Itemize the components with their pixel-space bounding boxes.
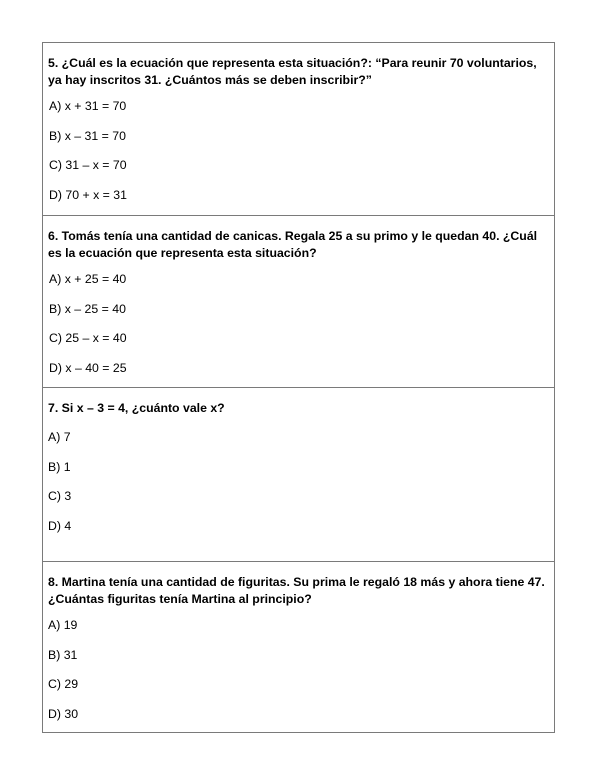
option-d[interactable]: D) 4 — [48, 518, 72, 533]
option-b[interactable]: B) x – 31 = 70 — [49, 128, 126, 143]
option-b[interactable]: B) x – 25 = 40 — [49, 301, 126, 316]
question-5 — [43, 43, 554, 216]
option-d[interactable]: D) 70 + x = 31 — [49, 187, 127, 202]
answer-options — [48, 271, 547, 376]
answer-options — [48, 429, 547, 534]
option-a[interactable]: A) x + 31 = 70 — [49, 99, 127, 113]
option-a[interactable]: A) x + 25 = 40 — [49, 272, 127, 286]
answer-options — [48, 617, 547, 722]
option-b[interactable]: B) 31 — [48, 647, 78, 662]
question-7 — [43, 388, 554, 562]
option-b[interactable]: B) 1 — [48, 459, 71, 474]
option-d[interactable]: D) x – 40 = 25 — [49, 360, 127, 375]
answer-options — [48, 98, 547, 203]
option-c[interactable]: C) 3 — [48, 489, 72, 503]
option-a[interactable]: A) 7 — [48, 430, 71, 444]
option-d[interactable]: D) 30 — [48, 706, 79, 721]
question-stem: 7. Si x – 3 = 4, ¿cuánto vale x? — [48, 401, 225, 415]
option-c[interactable]: C) 31 – x = 70 — [49, 158, 127, 172]
question-stem: 8. Martina tenía una cantidad de figuritas. Su prima le regaló 18 más y ahora tiene 47. ¿Cuántas figuritas tenía Martina al principio? — [48, 575, 545, 606]
question-stem: 6. Tomás tenía una cantidad de canicas. Regala 25 a su primo y le quedan 40. ¿Cuál es la ecuación que representa esta situación? — [48, 229, 538, 260]
option-c[interactable]: C) 25 – x = 40 — [49, 331, 127, 345]
option-a[interactable]: A) 19 — [48, 618, 78, 632]
option-c[interactable]: C) 29 — [48, 677, 79, 691]
question-6 — [43, 216, 554, 388]
question-8 — [43, 562, 554, 732]
question-stem: 5. ¿Cuál es la ecuación que representa esta situación?: “Para reunir 70 voluntarios, ya hay inscritos 31. ¿Cuántos más se deben inscribir?” — [48, 56, 537, 87]
question-sheet — [42, 42, 555, 733]
